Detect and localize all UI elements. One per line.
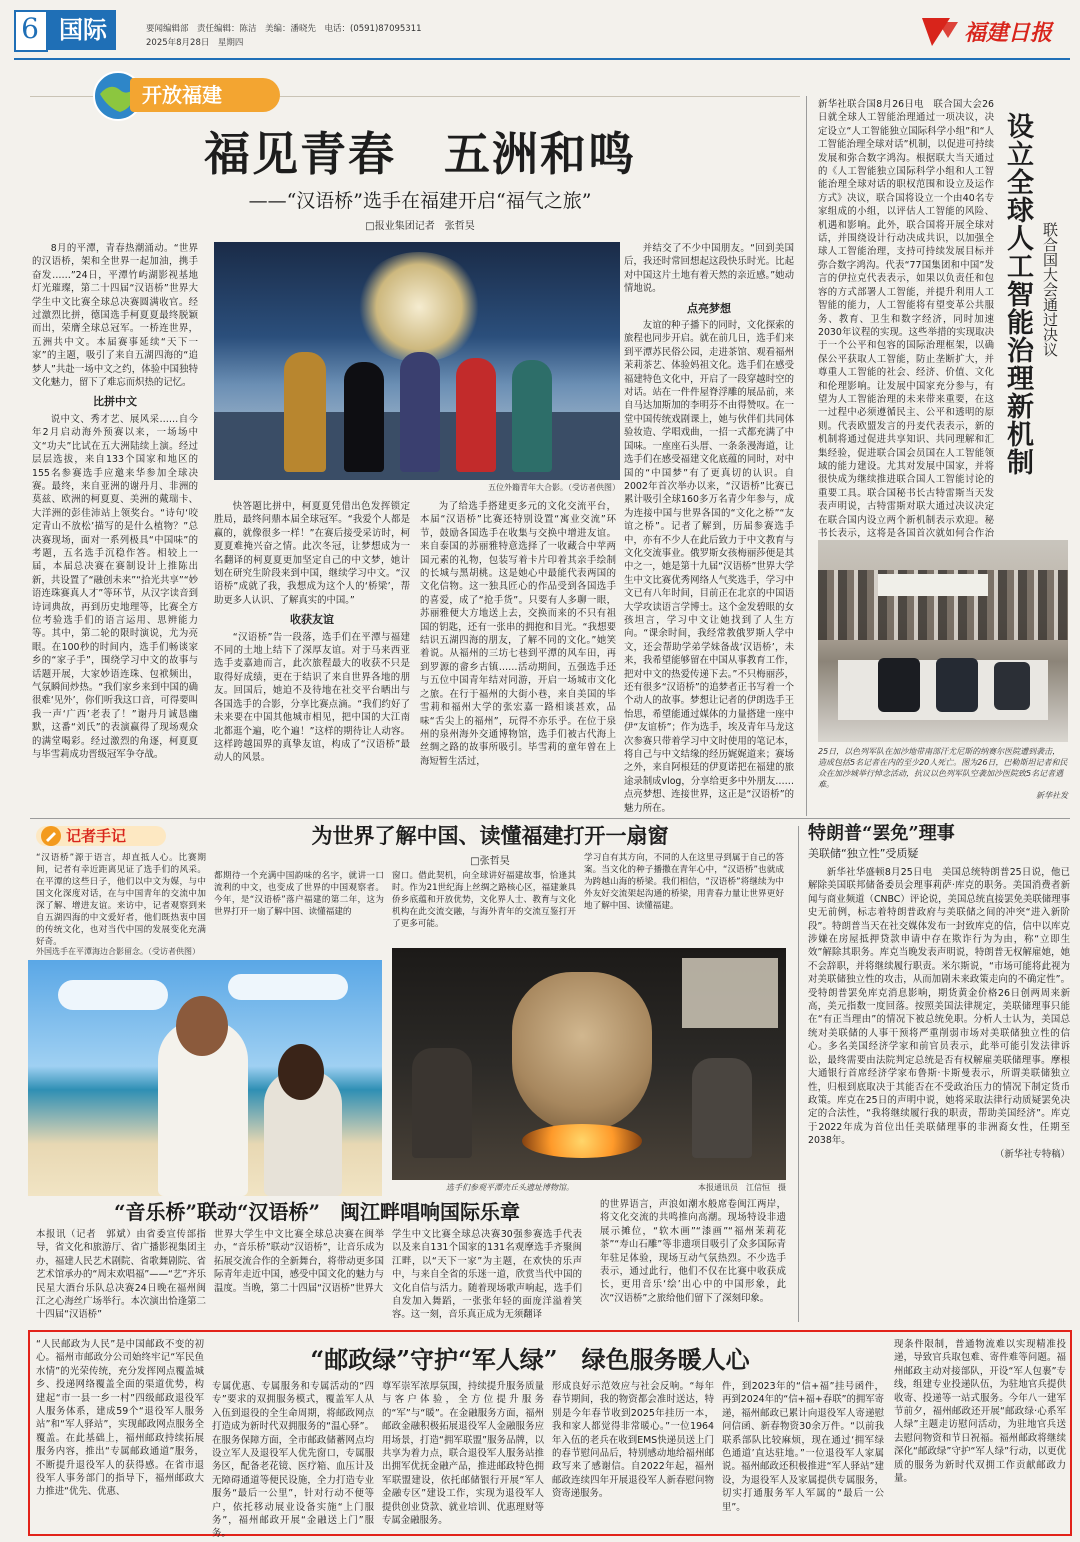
notes-col-4: 学习自有其方向，不同的人在这里寻到属于自己的答案。当文化的种子播撒在青年心中，“汉语桥”也就成为跨越山海的桥梁。我们相信，“汉语桥”将继续为中外友好交流架起沟通的桥梁，用青春力量让世界更好地了解中国、读懂福建。 bbox=[584, 853, 784, 911]
music-col-2: 世界大学生中文比赛全球总决赛在闽举办，“音乐桥”联动“汉语桥”，让音乐成为拓展交流合作的全新舞台，将带动更多国际青年走近中国，感受中国文化的魅力与温度。当晚，第二十四届“汉语桥”世界大 bbox=[214, 1229, 384, 1294]
gaza-photo-credit: 新华社发 bbox=[1036, 791, 1068, 800]
music-col-1: 本报讯（记者 郭斌）由省委宣传部指导，省文化和旅游厅、省广播影视集团主办，福建人民艺术剧院、省歌舞剧院、省艺术馆承办的“周末欢唱福”——“艺”齐乐民星大酒台乐队总决赛24日晚在福州闽江之心海丝广场举行。本次演出恰逢第二十四届“汉语桥” bbox=[36, 1229, 206, 1321]
lead-photo-caption: 五位外籍青年大合影。（受访者供图） bbox=[488, 483, 620, 492]
logo-text: 福建日报 bbox=[964, 20, 1053, 46]
postal-col-5: 件，到2023年的“信+福”挂号函件，再到2024年的“信+福+春联”的拥军寄递，福州邮政已累计向退役军人寄递慰问信函、新春物资30余万件。“以前我联系部队比较麻烦，现在通过‘拥军绿色通道’直达驻地。”一位退役军人家属说。福州邮政还积极推进“军人驿站”建设，为退役军人及家属提供专属服务，切实打通服务军人军属的“最后一公里”。 bbox=[722, 1381, 884, 1513]
postal-col-4: 形成良好示范效应与社会反响。“每年春节期间，我的物资都会准时送达，特别是今年春节收到2025年挂历一本，我和家人都觉得非常暖心。”一位1964年入伍的老兵在收到EMS快递员送上门的春节慰问品后，特别感动地给福州邮政写来了感谢信。自2022年起，福州邮政连续四年开展退役军人新春慰问物资寄递服务。 bbox=[552, 1381, 714, 1500]
museum-photo bbox=[392, 948, 786, 1180]
postal-col-1: “人民邮政为人民”是中国邮政不变的初心。福州市邮政分公司始终牢记“军民鱼水情”的光荣传统，充分发挥网点覆盖城乡、投递网络覆盖全面的渠道优势，构建起“市一县一乡一村”四级邮政退役军人服务体系，建成59个“退役军人服务站”和“军人驿站”，实现邮政网点服务全覆盖。在此基础上，福州邮政持续拓展服务内容，推出“专属邮政通道”服务，不断提升退役军人的获得感。在省市退役军人事务部门的指导下，福州邮政大力推进“优先、优惠、 bbox=[36, 1339, 204, 1498]
lead-col4-body2: 友谊的种子播下的同时，文化探索的旅程也同步开启。就在前几日，选手们来到平潭苏民俗公园，走进茶馆、观看福州茉莉茶艺、体验妈祖文化。选手们在感受福建特色文化中，开启了一段穿越时空的对话。站在一件件屋脊浮雕的展品前，来自马达加斯加的李明芬不由得赞叹。在一堂中国传统戏剧课上，她与伙伴们共同体验妆造、学唱戏曲，一招一式都充满了中国味。一座座石头厝、一条条漫海道，让选手们在感受福建文化底蕴的同时，对中国的“中国梦”有了更真切的认识。自2002年首次举办以来，“汉语桥”比赛已累计吸引全球160多万名青少年参与，成为连接中国与世界各国的“文化之桥”“友谊之桥”。记者了解到，历届参赛选手中，亦有不少人在此后致力于中文教育与文化交流事业。俄罗斯女孩梅丽莎便是其中之一，她是第十九届“汉语桥”世界大学生中文比赛优秀网络人气奖选手，学习中文已有八年时间，目前正在北京的中国语大学攻读语言学博士。这个金发碧眼的女孩坦言，学习中文让她找到了人生方向。“课余时间，我经常教俄罗斯人学中文，还会帮助学弟学妹备战‘汉语桥’，未来，我希望能够留在中国从事教育工作，把对中文的热爱传递下去。”不只梅丽莎，还有很多“汉语桥”的追梦者正书写着一个个动人的故事。梦想让记者的伊朗选手王怡思，希望能通过媒体的力量搭建一座中伊“友谊桥”；作为选手，埃及青年马龙这次参赛只带着学习中文时使用的笔记本，将自己与中文结缘的经历娓娓道来；赛场之外，来自阿根廷的伊夏诺把在福建的旅途录制成vlog，分享给更多中外朋友……点亮梦想、连接世界，这正是“汉语桥”的魅力所在。 bbox=[624, 320, 794, 814]
lead-col4-body: 并结交了不少中国朋友。“回到美国后，我还时常回想起这段快乐时光。比起对中国这片土地有着天然的亲近感。”她动情地说。 bbox=[624, 243, 794, 295]
lead-photo bbox=[214, 242, 620, 480]
contestant-5 bbox=[512, 360, 552, 472]
woman-head bbox=[278, 1044, 324, 1100]
ai-headline-text: 设立全球人工智能治理新机制 bbox=[1002, 112, 1033, 476]
lead-column-3 bbox=[420, 500, 616, 822]
trump-body bbox=[808, 866, 1070, 1322]
postal-col-6: 现条件限制，普通物流难以实现精准投递，导致官兵取包难、寄件难等问题。福州邮政主动对接部队，开设“军人包裹”专线，组建专业投递队伍，为驻地官兵提供收寄、投递等一站式服务。今年八一建军节前夕，福州邮政还开展“邮政绿·心系军人绿”主题走访慰问活动，为驻地官兵送去慰问物资和节日祝福。福州邮政将继续深化“邮政绿”守护“军人绿”行动，以更优质的服务为新时代双拥工作贡献邮政力量。 bbox=[894, 1339, 1066, 1485]
lead-col3-body: 为了给选手搭建更多元的文化交流平台，本届“汉语桥”比赛还特别设置“寓业交流”环节，鼓励各国选手在收集与交换中增进友谊。来自泰国的苏丽雅特意选择了一收藏合中苹两国元素的礼物，包装写着卡片印着其亲手绘制的长城与黑胡桃。这是她心中最能代表两国的文化信物。这一独具匠心的作品受到各国选手的喜爱，成了“抢手货”。只要有人多聊一眼，苏丽雅便大方地送上去，交换而来的不只有祖国的钥匙，还有一张串的拥抱和目光。“我想要结识五湖四海的朋友，了解不同的文化。”她笑着说。从福州的三坊七巷到平潭的风车田，再到罗源的畲乡古镇……活动期间，五强选手还与五位中国青年结对同游，开启一场城市文化之旅。在行于福州的大街小巷，来自美国的毕雪莉和福州大学的张宏嘉一路相谈甚欢，品味“舌尖上的福州”，玩得不亦乐乎。在位于泉州的泉州海外交通博物馆，选手们被古代海上丝绸之路的故事所吸引。毕雪莉的童年曾在上海短暂生活过， bbox=[420, 501, 616, 767]
music-col-3: 学生中文比赛全球总决赛30强参赛选手代表以及来自131个国家的131名观摩选手齐聚闽江畔，以“天下一家”为主题，在欢快的乐声中，与来自全省的乐迷一道，欣赏当代中国的文化自信与活力。随着现场歌声响起，选手们自发加入舞蹈，一张张年轻的面庞洋溢着笑容。这一刻，音乐真正成为无须翻译 bbox=[392, 1229, 582, 1321]
column-rule-right bbox=[806, 96, 807, 816]
logo-swoosh-icon bbox=[920, 12, 960, 48]
notes-col-3: 窗口。借此契机，向全球讲好福建故事，恰逢其时。作为21世纪海上丝绸之路核心区，福建兼具侨乡底蕴和开放优势，文化界人士、教育与文化机构在此交流交融，与海外青年的交流互鉴打开了更多可能。 bbox=[392, 871, 576, 929]
contestant-3 bbox=[400, 352, 440, 472]
postal-col-2: 专属优惠、专属服务和专属活动的“四专”要求的双拥服务模式，覆盖军人从入伍到退役的全生命周期，将邮政网点打造成为新时代双拥服务的“温心驿”。在服务保障方面，全市邮政储蓄网点均设立军人及退役军人优先窗口，专属服务区，配备老花镜、医疗箱、血压计及无障碍通道等便民设施，全力打造专业服务“最后一公里”，针对行动不便等户，依托移动展业设备实施“上门服务”，福州邮政开展“金融送上门”服务。 bbox=[212, 1381, 374, 1540]
gaza-photo bbox=[818, 540, 1068, 742]
music-col-4: 的世界语言，声浪如潮水般席卷闽江两岸，将文化交流的共鸣推向高潮。现场特设非遗展示摊位，“软木画”“漆画”“福州茉莉花茶”“寿山石雕”等非遗项目吸引了众多国际青年驻足体验，现场互动气氛热烈。不少选手表示，通过此行，他们不仅在比赛中收获成长，更用音乐‘绘’出心中的中国形象，此次“汉语桥”之旅给他们留下了深刻印象。 bbox=[600, 1199, 786, 1304]
lead-intro: 8月的平潭，青春热潮涌动。“世界的汉语桥，架和全世界一起加油，携手奋发……”24日，平潭竹屿湖影视基地灯光璀璨，第二十四届“汉语桥”世界大学生中文比赛全球总决赛圆满收官。经过激烈比拼，德国选手柯夏夏最终脱颖而出，荣膺全球总冠军。一桥连世界，五洲共中文。本届赛事延续“天下一家”的主题，吸引了来自五湖四海的“追梦人”共赴一场中文之约，体验中国独特文化魅力，留下了难忘而炽热的记忆。 bbox=[32, 243, 198, 389]
gaza-caption-text: 25日，以色列军队在加沙地带南部汗尤尼斯的纳赛尔医院遭到袭击，造成包括5名记者在内的至少20人死亡。图为26日，巴勒斯坦记者和民众在加沙城举行悼念活动，抗议以色列军队空袭加沙医院致5名记者遇难。 bbox=[818, 747, 1068, 789]
music-headline: “音乐桥”联动“汉语桥” 闽江畔唱响国际乐章 bbox=[113, 1200, 520, 1224]
man-head bbox=[176, 996, 228, 1056]
subhead-dreams: 点亮梦想 bbox=[687, 301, 731, 315]
notes-byline: □张哲昊 bbox=[470, 856, 510, 867]
contestant-4 bbox=[456, 358, 496, 472]
section-name: 国际 bbox=[59, 16, 107, 44]
section-rule-1 bbox=[30, 818, 1070, 819]
ai-story-body: 新华社联合国8月26日电 联合国大会26日就全球人工智能治理通过一项决议，决定设立“人工智能独立国际科学小组”和“人工智能治理全球对话”机制，以促进可持续发展和弥合数字鸿沟。根据联大当天通过的《人工智能独立国际科学小组和人工智能治理全球对话的职权范围和设立及运作方式》决议，联合国将设立一个由40名专家组成的小组，以评估人工智能的风险、机遇和影响。此外，联合国将开展全球对话，并围绕设计行动决成共识，以加强全球人工智能治理，支持可持续发展目标并弥合数字鸿沟。代表“77国集团和中国”发言的伊拉克代表表示，如果以负责任和包容的方式部署人工智能，并提升利用人工智能的能力，人工智能将有望变革公共服务、教育、卫生和数字经济，同时加速2030年议程的实现。这些举措的实现取决于一个公平和包容的国际治理框架，以确保公平获取人工智能，防止垄断扩大，并尊重人工智能的社会、经济、价值、文化和伦理影响。让发展中国家充分参与，有望为人工智能治理的未来带来重要，在这一过程中必须遵循民主、公平和透明的原则。代表欧盟发言的丹麦代表表示，新的机制将通过促进共享知识、共同理解和汇集经验，促进联合国会员国在人工智能领域的能力建设。尤其对发展中国家，并将很快成为继续推进联合国人工智能讨论的重要工具。联合国秘书长古特雷斯当天发表声明说，古特雷斯对联大通过决议决定在联合国内设立两个新机制表示欢迎。秘书长表示，这将是各国首次就如何合作治 bbox=[818, 99, 994, 539]
trump-headline: 特朗普“罢免”理事 bbox=[808, 823, 955, 844]
column-rule-trump bbox=[798, 826, 799, 1322]
lead-title: 福见青春 五洲和鸣 bbox=[204, 127, 636, 181]
lead-column-2 bbox=[214, 500, 410, 822]
exhibit-sign bbox=[682, 958, 778, 1028]
postal-col-3: 尊军崇军浓厚氛围，持续提升服务质量与客户体验，全方位提升服务的“军”与“暖”。在金融服务方面，福州邮政金融积极拓展退役军人金融服务应用场景，打造“拥军联盟”服务品牌，以共享为着力点，联合退役军人服务站推出拥军优抚金融产品，推进邮政特色拥军联盟建设，依托邮储银行开展“军人金融专区”建设工作，实现为退役军人提供创业贷款、就业培训、优惠理财等专属金融服务。 bbox=[382, 1381, 544, 1527]
notes-col-2: 都期待一个充满中国韵味的名字，就讲一口流利的中文，也变成了世界的中国观察者。今年，是“汉语桥”落户福建的第二年，这为世界打开一扇了解中国、读懂福建的 bbox=[214, 871, 384, 917]
banner-sign bbox=[878, 574, 988, 596]
ai-kicker-text: 联合国大会通过决议 bbox=[1041, 222, 1059, 357]
museum-photo-caption: 选手们参观平潭壳丘头遗址博物馆。 bbox=[446, 1183, 574, 1192]
trump-credit: （新华社专特稿） bbox=[994, 1148, 1070, 1160]
newspaper-logo bbox=[920, 8, 1070, 52]
page-header bbox=[0, 0, 1080, 58]
ai-headline bbox=[1000, 112, 1040, 512]
notes-photo1-caption: 外国选手在平潭海边合影留念。（受访者供图） bbox=[36, 947, 200, 956]
pottery-vessel bbox=[512, 972, 652, 1132]
trump-subhead: 美联储“独立性”受质疑 bbox=[808, 847, 919, 860]
lead-col1-body: 说中文、秀才艺、展风采……自今年2月启动海外预赛以来，一场场中文“功夫”比试在五大洲陆续上演。经过层层选拔，来自133个国家和地区的155名参赛选手应邀来华参加全球决赛。最终，来自亚洲的谢丹月、非洲的莫兹、欧洲的柯夏夏、美洲的戴瑞卡、大洋洲的彭佳沛站上领奖台。“诗句‘咬定青山不放松’描写的是什么植物？”总决赛现场，面对一系列极具“中国味”的考题，五名选手沉稳作答。相较上一届，本届总决赛在赛制设计上推陈出新，共设置了“融创未来”“拾光共享”“妙语连珠赛真人才”等环节，从汉字读音到诗词典故，再到历史地理等，比赛全方位考验选手们的语言运用、思辨能力等。其中，第二轮的限时演说，尤为亮眼。在100秒的时间内，选手们畅谈家乡的“家子手”，围绕学习中文的故事与话题开展，大家妙语连珠、包袱频出，气氛瞬间炒热。“我们家乡来到中国的确很难‘见外’，你们听我这口音，可得要叫我一声‘广西’老表了！”谢丹月诚恳幽默，这番“刘氏”的表演赢得了现场观众的满堂喝彩。经过激烈的角逐，柯夏夏与毕雪莉成功晋级冠军争夺战。 bbox=[32, 413, 198, 761]
cloud bbox=[58, 980, 168, 1010]
lead-byline: □报业集团记者 张哲昊 bbox=[365, 221, 475, 232]
museum-photo-credit: 本报通讯员 江信恒 摄 bbox=[698, 1183, 786, 1192]
page-number: 6 bbox=[21, 12, 39, 45]
notes-headline: 为世界了解中国、读懂福建打开一扇窗 bbox=[311, 823, 669, 848]
contestant-1 bbox=[284, 352, 326, 472]
subhead-compete: 比拼中文 bbox=[93, 395, 137, 409]
beach-photo bbox=[28, 960, 382, 1196]
lead-col2-body: 快答题比拼中，柯夏夏凭借出色发挥锁定胜局，最终问鼎本届全球冠军。“我爱个人都是赢的，就像很多一样！”在赛后接受采访时，柯夏夏难掩兴奋之情。此次冬冠，让梦想成为一名翻译的柯夏夏更加坚定自己的中文梦，她计划在研究生阶段来到中国，继续学习中文。“汉语桥”成就了我，我想成为这个人的‘桥梁’，帮助更多人认识、了解真实的中国。” bbox=[214, 501, 410, 606]
notes-col-1: “汉语桥”源于语言，却直抵人心。比赛期间，记者有幸近距离见证了选手们的风采。在平潭的这些日子，他们以中文为媒，与中国文化深度对话，在与中国青年的交流中加深了解、增进友谊。来访中，记者观察到来自五湖四海的中文爱好者，他们既热衷中国的传统文化，也对当代中国的发展变化充满好奇。 bbox=[36, 853, 206, 947]
lead-subtitle: ——“汉语桥”选手在福建开启“福气之旅” bbox=[248, 190, 592, 212]
subhead-friendship: 收获友谊 bbox=[290, 613, 334, 627]
pen-icon bbox=[40, 825, 62, 847]
header-rule bbox=[14, 58, 1070, 60]
staff-line: 要闻编辑部 责任编辑：陈洁 美编：潘晓先 电话：(0591)87095311 bbox=[146, 24, 422, 34]
trump-body-text: 新华社华盛顿8月25日电 美国总统特朗普25日说，他已解除美国联邦储备委员会理事莉萨·库克的职务。美国消费者新闻与商业频道（CNBC）评论说，美国总统直接罢免美联储理事史无前例，标志着特朗普政府与美联储之间的冲突“进入新阶段”。特朗普当天在社交媒体发布一封致库克的信，信中以库克涉嫌在房屋抵押贷款申请中存在欺诈行为为由，称“立即生效”解除其职务。库克当晚发表声明说，特朗普无权解雇她，她不会辞职，并将继续履行职责。米尔斯说，“市场可能将此视为对美联储独立性的攻击，从而加剧未来政策走向的不确定性”。受特朗普罢免库克消息影响，期货黄金价格26日创两周来新高，美元指数一度回落。按照美国法律规定，美联储理事只能在“有正当理由”的情况下被总统免职。分析人士认为，美国总统对美联储的人事干预将严重削弱市场对美联储独立性的信心。多名美国经济学家和前官员表示，此举可能引发法律诉讼，最终需要由法院判定总统是否有权解雇美联储理事。摩根大通银行首席经济学家布鲁斯·卡斯曼表示，所谓美联储独立性，归根到底取决于其能否在不受政治压力的情况下制定货币政策。库克在25日的声明中说，她将采取法律行动质疑罢免决定的合法性，“我将继续履行我的职责，帮助美国经济”。库克于2022年成为首位出任美联储理事的非洲裔女性，任期至2038年。 bbox=[808, 867, 1070, 1147]
open-fujian-banner bbox=[30, 68, 800, 126]
notes-label: 记者手记 bbox=[66, 827, 127, 845]
glowing-pedestal bbox=[522, 1124, 642, 1158]
lead-col2-body2: “汉语桥”告一段落，选手们在平潭与福建不同的土地上结下了深厚友谊。对于马来西亚选手麦嘉迪而言，此次旅程最大的收获不只是取得好成绩，更在于结识了来自世界各地的朋友。回国后，她迫不及待地在社交平台晒出与各国选手的合影，分享比赛点滴。“我们约好了未来要在中国其他城市相见，把中国的大江南北都逛个遍，吃个遍！”这样的期待让人动容。这样跨越国界的真挚友谊，构成了“汉语桥”最动人的风景。 bbox=[214, 631, 410, 764]
lead-column-4 bbox=[624, 242, 794, 822]
banner-label: 开放福建 bbox=[142, 83, 222, 107]
issue-date: 2025年8月28日 星期四 bbox=[146, 38, 244, 48]
gaza-photo-caption bbox=[818, 746, 1068, 801]
postal-headline: “邮政绿”守护“军人绿” 绿色服务暖人心 bbox=[310, 1345, 750, 1374]
ai-kicker bbox=[1040, 222, 1062, 462]
lead-column-1 bbox=[32, 242, 198, 822]
cloud-2 bbox=[228, 974, 348, 1000]
contestant-2 bbox=[344, 362, 384, 472]
